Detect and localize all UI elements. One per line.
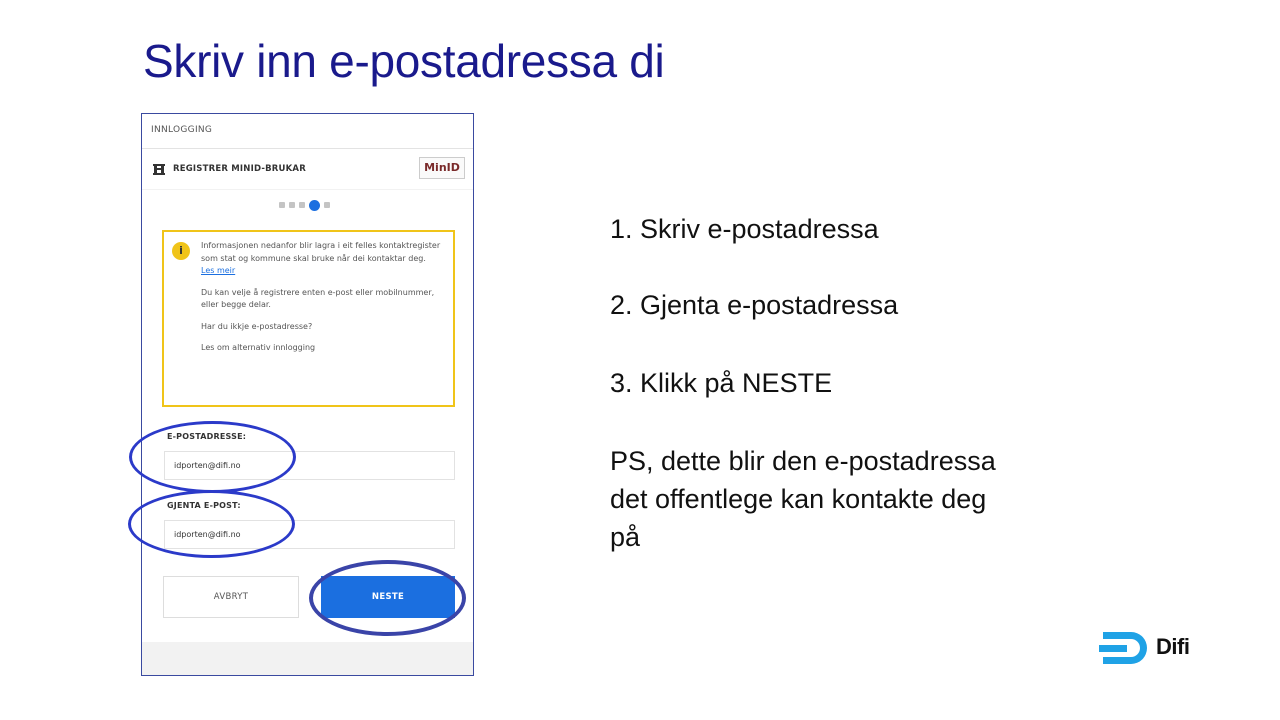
- read-more-link[interactable]: Les meir: [201, 266, 236, 275]
- difi-logo-text: Difi: [1156, 634, 1190, 659]
- info-text: [201, 240, 441, 364]
- register-label: REGISTRER MINID-BRUKAR: [173, 164, 306, 174]
- login-header: [142, 114, 473, 149]
- register-bar: [142, 149, 473, 189]
- minid-logo: MinID: [419, 157, 465, 179]
- progress-dots: [279, 200, 330, 210]
- difi-logo: [1099, 630, 1209, 670]
- phone-screenshot: [141, 113, 474, 676]
- instruction-step-2: 2. Gjenta e-postadressa: [610, 290, 899, 320]
- no-email-link[interactable]: Har du ikkje e-postadresse?: [201, 321, 313, 331]
- progress-dot: [299, 202, 305, 208]
- repeat-email-field[interactable]: idporten@difi.no: [164, 520, 455, 549]
- difi-logo-icon: [1099, 630, 1151, 666]
- phone-footer: [142, 642, 473, 676]
- crest-icon: [152, 162, 166, 176]
- progress-dot: [289, 202, 295, 208]
- instruction-step-1: 1. Skriv e-postadressa: [610, 214, 879, 244]
- instruction-note: PS, dette blir den e-postadressa det offentlege kan kontakte deg på: [610, 446, 996, 552]
- form-body: [142, 190, 473, 642]
- email-label: E-POSTADRESSE:: [167, 432, 247, 441]
- info-icon: i: [172, 242, 190, 260]
- progress-dot: [324, 202, 330, 208]
- cancel-button[interactable]: AVBRYT: [163, 576, 299, 618]
- next-button[interactable]: NESTE: [321, 576, 455, 618]
- progress-dot: [279, 202, 285, 208]
- progress-dot-active: [309, 200, 320, 211]
- repeat-email-label: GJENTA E-POST:: [167, 501, 241, 510]
- info-paragraph-1: Informasjonen nedanfor blir lagra i eit felles kontaktregister som stat og kommune skal bruke når dei kontaktar deg. Les meir: [201, 241, 441, 275]
- info-box: [162, 230, 455, 407]
- instruction-step-3: 3. Klikk på NESTE: [610, 368, 833, 398]
- info-paragraph-2: Du kan velje å registrere enten e-post eller mobilnummer, eller begge delar.: [201, 287, 435, 309]
- slide-title: Skriv inn e-postadressa di: [143, 35, 665, 87]
- email-field[interactable]: idporten@difi.no: [164, 451, 455, 480]
- alternative-login-link[interactable]: Les om alternativ innlogging: [201, 343, 316, 352]
- login-header-title: INNLOGGING: [151, 125, 213, 135]
